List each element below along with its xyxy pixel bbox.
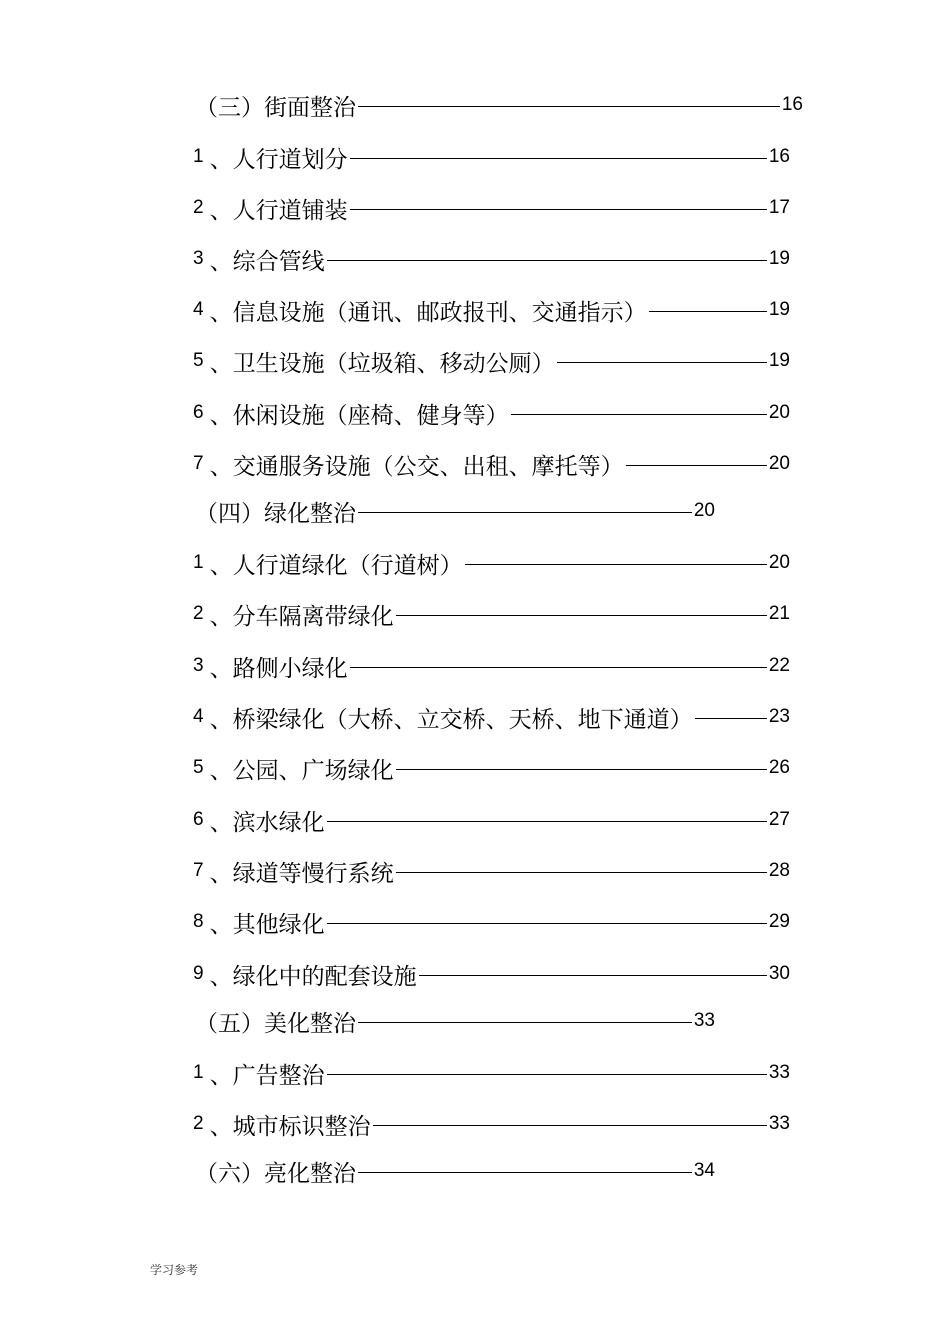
toc-leader [419, 975, 767, 976]
toc-leader [350, 667, 767, 668]
toc-leader [396, 769, 767, 770]
toc-title: 、桥梁绿化（大桥、立交桥、天桥、地下通道） [209, 706, 693, 733]
toc-leader [511, 414, 767, 415]
toc-title: 、公园、广场绿化 [209, 757, 394, 784]
toc-entry-number: 6 [193, 402, 204, 423]
toc-title: 、综合管线 [209, 248, 325, 275]
toc-section[interactable] [195, 1006, 715, 1036]
toc-leader [626, 465, 767, 466]
toc-leader [327, 260, 767, 261]
toc-title: 、休闲设施（座椅、健身等） [209, 402, 509, 429]
toc-title: （三）街面整治 [195, 94, 356, 121]
toc-page-number: 33 [768, 1113, 790, 1134]
page-footer: 学习参考 [150, 1263, 199, 1277]
toc-leader [350, 158, 767, 159]
toc-entry-number: 7 [193, 453, 204, 474]
toc-page-number: 19 [768, 248, 790, 269]
toc-page-number: 16 [768, 146, 790, 167]
toc-entry[interactable] [193, 1109, 790, 1139]
toc-entry[interactable] [193, 753, 790, 783]
toc-page-number: 30 [768, 963, 790, 984]
toc-page-number: 23 [768, 706, 790, 727]
toc-leader [327, 923, 767, 924]
toc-entry[interactable] [193, 295, 790, 325]
toc-title: 、绿道等慢行系统 [209, 860, 394, 887]
toc-page-number: 21 [768, 603, 790, 624]
toc-leader [327, 1074, 767, 1075]
toc-section[interactable] [195, 90, 803, 120]
toc-title: 、路侧小绿化 [209, 655, 348, 682]
toc-leader [649, 311, 767, 312]
toc-leader [695, 718, 767, 719]
toc-page-number: 34 [693, 1160, 715, 1181]
toc-page-number: 19 [768, 350, 790, 371]
toc-title: 、卫生设施（垃圾箱、移动公厕） [209, 350, 555, 377]
toc-page-number: 19 [768, 299, 790, 320]
toc-page-number: 20 [768, 453, 790, 474]
toc-page-number: 27 [768, 809, 790, 830]
toc-title: （六）亮化整治 [195, 1160, 356, 1187]
toc-title: 、信息设施（通讯、邮政报刊、交通指示） [209, 299, 647, 326]
toc-title: （四）绿化整治 [195, 500, 356, 527]
toc-entry-number: 7 [193, 860, 204, 881]
toc-entry[interactable] [193, 193, 790, 223]
toc-entry[interactable] [193, 244, 790, 274]
toc-page-number: 20 [768, 552, 790, 573]
toc-leader [358, 1172, 692, 1173]
toc-leader [465, 564, 767, 565]
toc-entry[interactable] [193, 856, 790, 886]
toc-entry[interactable] [193, 346, 790, 376]
toc-entry-number: 4 [193, 299, 204, 320]
toc-title: 、绿化中的配套设施 [209, 963, 417, 990]
toc-entry[interactable] [193, 805, 790, 835]
toc-entry-number: 5 [193, 757, 204, 778]
toc-entry[interactable] [193, 548, 790, 578]
toc-title: 、人行道绿化（行道树） [209, 552, 463, 579]
toc-entry-number: 9 [193, 963, 204, 984]
toc-leader [350, 209, 767, 210]
toc-title: 、分车隔离带绿化 [209, 603, 394, 630]
toc-title: 、滨水绿化 [209, 809, 325, 836]
toc-entry[interactable] [193, 959, 790, 989]
toc-page-number: 29 [768, 911, 790, 932]
toc-entry[interactable] [193, 1058, 790, 1088]
toc-title: 、人行道铺装 [209, 197, 348, 224]
toc-leader [358, 1022, 692, 1023]
toc-page-number: 20 [693, 500, 715, 521]
toc-title: （五）美化整治 [195, 1010, 356, 1037]
toc-entry-number: 1 [193, 146, 204, 167]
toc-title: 、城市标识整治 [209, 1113, 371, 1140]
toc-page-number: 26 [768, 757, 790, 778]
toc-leader [358, 512, 692, 513]
toc-entry-number: 2 [193, 1113, 204, 1134]
toc-section[interactable] [195, 496, 715, 526]
toc-page-number: 22 [768, 655, 790, 676]
toc-entry-number: 6 [193, 809, 204, 830]
toc-entry-number: 1 [193, 552, 204, 573]
toc-leader [358, 106, 780, 107]
toc-entry-number: 2 [193, 197, 204, 218]
toc-entry[interactable] [193, 449, 790, 479]
toc-leader [396, 872, 767, 873]
toc-entry-number: 4 [193, 706, 204, 727]
toc-entry[interactable] [193, 907, 790, 937]
toc-title: 、交通服务设施（公交、出租、摩托等） [209, 453, 624, 480]
toc-entry-number: 5 [193, 350, 204, 371]
toc-section[interactable] [195, 1156, 715, 1186]
toc-entry[interactable] [193, 599, 790, 629]
toc-title: 、广告整治 [209, 1062, 325, 1089]
toc-page-number: 33 [768, 1062, 790, 1083]
toc-title: 、人行道划分 [209, 146, 348, 173]
toc-entry-number: 8 [193, 911, 204, 932]
toc-entry-number: 1 [193, 1062, 204, 1083]
toc-page-number: 33 [693, 1010, 715, 1031]
toc-entry-number: 3 [193, 655, 204, 676]
toc-page-number: 28 [768, 860, 790, 881]
toc-leader [396, 615, 767, 616]
toc-page-number: 17 [768, 197, 790, 218]
toc-leader [373, 1125, 767, 1126]
toc-leader [327, 821, 767, 822]
toc-entry-number: 3 [193, 248, 204, 269]
toc-leader [557, 362, 767, 363]
toc-entry[interactable] [193, 651, 790, 681]
toc-page-number: 16 [781, 94, 803, 115]
toc-page-number: 20 [768, 402, 790, 423]
toc-entry[interactable] [193, 142, 790, 172]
toc-title: 、其他绿化 [209, 911, 325, 938]
toc-entry[interactable] [193, 702, 790, 732]
toc-entry-number: 2 [193, 603, 204, 624]
toc-entry[interactable] [193, 398, 790, 428]
